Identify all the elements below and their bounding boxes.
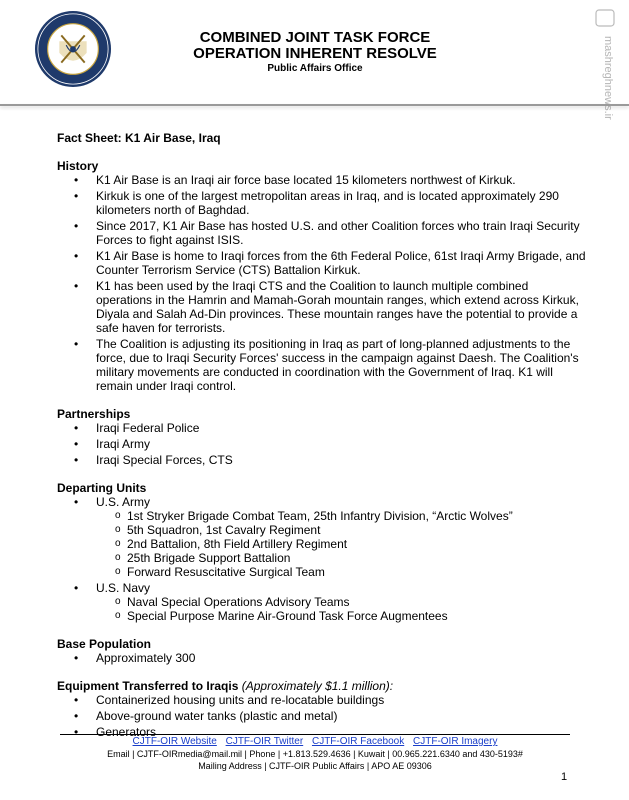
- sub-list-item: o 1st Stryker Brigade Combat Team, 25th Infantry Division, “Arctic Wolves”: [57, 509, 587, 523]
- header-office: Public Affairs Office: [267, 63, 363, 74]
- section-heading-equipment: [57, 679, 587, 693]
- section-heading-history: History: [57, 159, 99, 173]
- partnerships-list: [57, 421, 587, 467]
- link-cjtf-imagery[interactable]: CJTF-OIR Imagery: [413, 736, 498, 747]
- cjtf-seal-logo: [34, 10, 112, 88]
- sub-list-item: o 2nd Battalion, 8th Field Artillery Regiment: [57, 537, 587, 551]
- header-subtitle: OPERATION INHERENT RESOLVE: [193, 45, 437, 62]
- list-item: • Generators: [57, 725, 587, 739]
- list-item: • Containerized housing units and re-locatable buildings: [57, 693, 587, 707]
- section-heading-partnerships: Partnerships: [57, 407, 131, 421]
- document-title: Fact Sheet: K1 Air Base, Iraq: [57, 131, 221, 145]
- list-item: • The Coalition is adjusting its positioning in Iraq as part of long-planned adjustments to the force, due to Iraqi Security Forces' success in the campaign against Daesh. The Coalition's military movements are conducted in coordination with the Government of Iraq. K1 will remain under Iraqi control.: [57, 337, 587, 393]
- population-list: [57, 651, 587, 665]
- list-item: • Iraqi Special Forces, CTS: [57, 453, 587, 467]
- link-cjtf-facebook[interactable]: CJTF-OIR Facebook: [311, 736, 405, 747]
- section-heading-departing-units: Departing Units: [57, 481, 147, 495]
- link-cjtf-twitter[interactable]: CJTF-OIR Twitter: [225, 736, 304, 747]
- sub-list-item: o Forward Resuscitative Surgical Team: [57, 565, 587, 579]
- unit-group-label: U.S. Navy: [96, 581, 151, 595]
- unit-group-label: U.S. Army: [96, 495, 151, 509]
- list-item-us-navy: [57, 581, 587, 623]
- list-item: • Approximately 300: [57, 651, 587, 665]
- departing-units-list: [57, 495, 587, 623]
- navy-units-sublist: [96, 595, 587, 623]
- section-heading-base-population: Base Population: [57, 637, 152, 651]
- equipment-list: [57, 693, 587, 739]
- list-item-us-army: [57, 495, 587, 579]
- list-item: • Above-ground water tanks (plastic and metal): [57, 709, 587, 723]
- fact-sheet-body: [57, 131, 587, 753]
- footer-divider: [60, 734, 570, 735]
- list-item: • Kirkuk is one of the largest metropolitan areas in Iraq, and is located approximately 290 kilometers north of Baghdad.: [57, 189, 587, 217]
- page-number: 1: [561, 771, 568, 783]
- list-item: • Iraqi Army: [57, 437, 587, 451]
- list-item: • Since 2017, K1 Air Base has hosted U.S. and other Coalition forces who train Iraqi Security Forces to fight against ISIS.: [57, 219, 587, 247]
- header-divider: [0, 104, 629, 106]
- army-units-sublist: [96, 509, 587, 579]
- sub-list-item: o Special Purpose Marine Air-Ground Task Force Augmentees: [57, 609, 587, 623]
- equipment-heading-note: (Approximately $1.1 million):: [241, 679, 394, 693]
- list-item: • K1 has been used by the Iraqi CTS and the Coalition to launch multiple combined operations in the Hamrin and Mamah-Gorah mountain ranges, which extend across Kirkuk, Diyala and Salah Ad-Din provinces. These mountain ranges have the potential to provide a safe haven for terrorists.: [57, 279, 587, 335]
- footer-links: [60, 736, 570, 748]
- history-list: [57, 173, 587, 393]
- watermark-logo: [590, 8, 620, 138]
- sub-list-item: o Naval Special Operations Advisory Teams: [57, 595, 587, 609]
- footer-mailing-address: Mailing Address | CJTF-OIR Public Affairs | APO AE 09306: [198, 761, 432, 771]
- list-item: • K1 Air Base is home to Iraqi forces from the 6th Federal Police, 61st Iraqi Army Brigade, and Counter Terrorism Service (CTS) Battalion Kirkuk.: [57, 249, 587, 277]
- list-item: • K1 Air Base is an Iraqi air force base located 15 kilometers northwest of Kirkuk.: [57, 173, 587, 187]
- list-item: • Iraqi Federal Police: [57, 421, 587, 435]
- sub-list-item: o 5th Squadron, 1st Cavalry Regiment: [57, 523, 587, 537]
- link-cjtf-website[interactable]: CJTF-OIR Website: [132, 736, 217, 747]
- footer-contact: Email | CJTF-OIRmedia@mail.mil | Phone | +1.813.529.4636 | Kuwait | 00.965.221.6340 and 430-5193#: [107, 749, 523, 759]
- header-title: COMBINED JOINT TASK FORCE: [199, 29, 431, 46]
- sub-list-item: o 25th Brigade Support Battalion: [57, 551, 587, 565]
- svg-text:mashreghnews.ir: mashreghnews.ir: [602, 36, 614, 120]
- equipment-heading-text: Equipment Transferred to Iraqis: [57, 679, 239, 693]
